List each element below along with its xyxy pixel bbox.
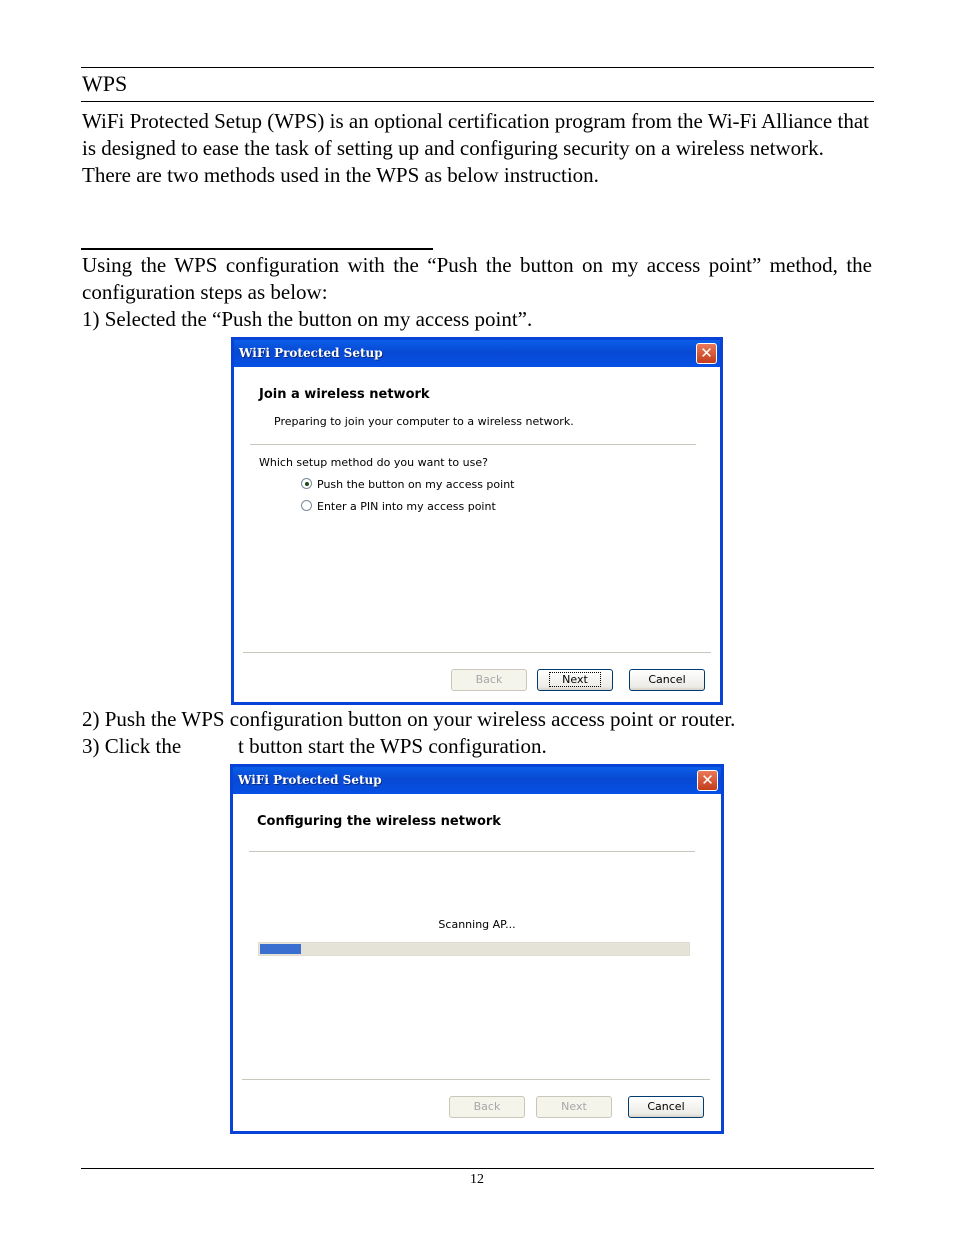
method-paragraph: Using the WPS configuration with the “Push the button on my access point” method, the configuration steps as below:	[82, 253, 872, 304]
intro-paragraph: WiFi Protected Setup (WPS) is an optional certification program from the Wi-Fi Alliance that is designed to ease the task of setting up and configuring security on a wireless network. There are two methods used in the WPS as below instruction.	[82, 109, 869, 187]
title-underline	[81, 101, 874, 102]
progress-bar	[258, 942, 690, 956]
dialog-titlebar	[234, 340, 720, 367]
page-number: 12	[470, 1172, 484, 1187]
close-icon: ✕	[700, 344, 713, 362]
next-button[interactable]: Next	[537, 669, 613, 691]
dialog-title: WiFi Protected Setup	[238, 773, 382, 787]
wps-dialog-method	[231, 337, 723, 705]
dialog-title: WiFi Protected Setup	[239, 346, 383, 360]
dialog-titlebar	[233, 767, 721, 794]
section-title: WPS	[82, 71, 128, 96]
push-button-radio[interactable]	[301, 478, 312, 489]
push-button-option-label[interactable]: Push the button on my access point	[317, 478, 515, 491]
footer-separator	[243, 652, 711, 653]
next-button[interactable]: Next	[536, 1096, 612, 1118]
step-3-end: t button start the WPS configuration.	[238, 734, 547, 758]
back-button[interactable]: Back	[449, 1096, 525, 1118]
close-icon: ✕	[701, 771, 714, 789]
dialog-subheading: Preparing to join your computer to a wireless network.	[274, 415, 574, 428]
header-separator	[249, 851, 695, 852]
setup-question: Which setup method do you want to use?	[259, 456, 488, 469]
step-1: 1) Selected the “Push the button on my access point”.	[82, 307, 533, 331]
step-2: 2) Push the WPS configuration button on your wireless access point or router.	[82, 707, 736, 731]
top-rule	[81, 67, 874, 68]
footer-rule	[81, 1168, 874, 1169]
cancel-button[interactable]: Cancel	[628, 1096, 704, 1118]
scanning-status: Scanning AP...	[438, 918, 516, 931]
subsection-rule	[81, 248, 433, 250]
close-button[interactable]	[697, 770, 718, 791]
step-3-start: 3) Click the	[82, 734, 182, 758]
progress-fill	[260, 944, 301, 954]
cancel-button[interactable]: Cancel	[629, 669, 705, 691]
dialog-heading: Configuring the wireless network	[257, 814, 501, 829]
pin-radio[interactable]	[301, 500, 312, 511]
pin-option-label[interactable]: Enter a PIN into my access point	[317, 500, 496, 513]
close-button[interactable]	[696, 343, 717, 364]
header-separator	[250, 444, 696, 445]
wps-dialog-configuring	[230, 764, 724, 1134]
back-button[interactable]: Back	[451, 669, 527, 691]
footer-separator	[242, 1079, 710, 1080]
dialog-heading: Join a wireless network	[259, 387, 430, 402]
